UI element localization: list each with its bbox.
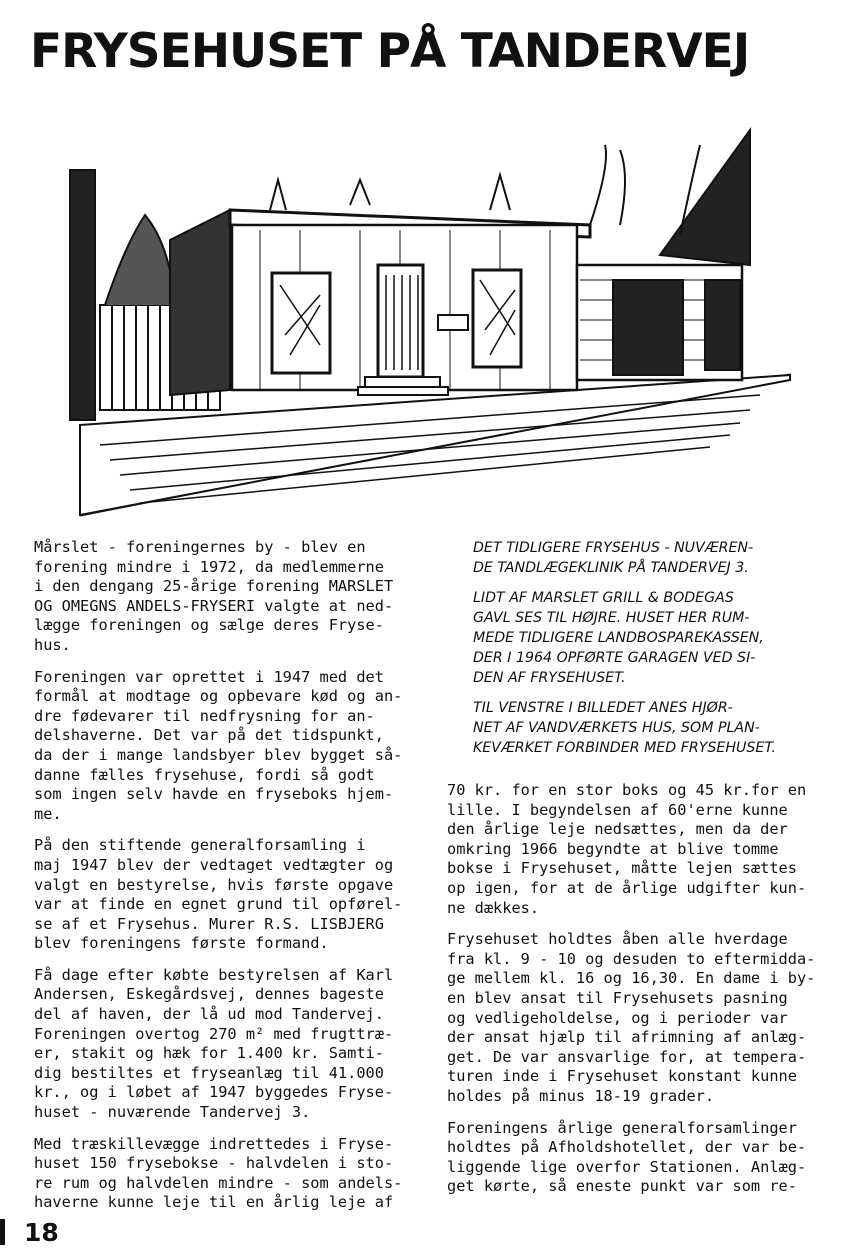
paragraph: Foreningen var oprettet i 1947 med det formål at modtage og opbevare kød og an- dre fødevarer til nedfrysning for an- delshaverne. Det var på det tidspunkt, da der i mange landsbyer blev bygget så- danne fælles frysehuse, fordi så godt som ingen selv havde en fryseboks hjem- me. [34, 667, 403, 823]
photo-caption [473, 538, 808, 768]
paragraph: Få dage efter købte bestyrelsen af Karl Andersen, Eskegårdsvej, dennes bageste del af haven, der lå ud mod Tandervej. Foreningen overtog 270 m² med frugttræ- er, stakit og hæk for 1.400 kr. Samti- dig bestiltes et fryseanlæg til 41.000 kr., og i løbet af 1947 byggedes Fryse- huset - nuværende Tandervej 3. [34, 965, 394, 1122]
building-sketch-illustration [60, 125, 800, 520]
paragraph: 70 kr. for en stor boks og 45 kr.for en lille. I begyndelsen af 60'erne kunne den årlige leje nedsættes, men da der omkring 1966 begyndte at blive tomme bokse i Frysehuset, måtte lejen sættes op igen, for at de årlige udgifter kun- ne dækkes. [447, 781, 807, 917]
caption-paragraph: DET TIDLIGERE FRYSEHUS - NUVÆREN- DE TANDLÆGEKLINIK PÅ TANDERVEJ 3. [473, 540, 754, 576]
paragraph: På den stiftende generalforsamling i maj 1947 blev der vedtaget vedtægter og valgt en bestyrelse, hvis første opgave var at finde en egnet grund til opførel- se af et Frysehus. Murer R.S. LISBJERG blev foreningens første formand. [34, 836, 403, 953]
paragraph: Med træskillevægge indrettedes i Fryse- huset 150 frysebokse - halvdelen i sto- re rum og halvdelen mindre - som andels- haverne kunne leje til en årlig leje af [34, 1134, 403, 1212]
paragraph: Mårslet - foreningernes by - blev en forening mindre i 1972, da medlemmerne i den dengang 25-årige forening MARSLET OG OMEGNS ANDELS-FRYSERI valgte at ned- lægge foreningen og sælge deres Fryse- hus. [34, 538, 394, 654]
page-title: FRYSEHUSET PÅ TANDERVEJ [30, 24, 750, 79]
paragraph: Foreningens årlige generalforsamlinger holdtes på Afholdshotellet, der var be- liggende lige overfor Stationen. Anlæg- get kørte, så eneste punkt var som re- [447, 1118, 807, 1196]
page-number: 18 [24, 1218, 59, 1247]
paragraph: Frysehuset holdtes åben alle hverdage fra kl. 9 - 10 og desuden to eftermidda- ge mellem kl. 16 og 16,30. En dame i by- en blev ansat til Frysehusets pasning og vedligeholdelse, og i perioder var der ansat hjælp til afrimning af anlæg- get. De var ansvarlige for, at tempera- turen inde i Frysehuset konstant kunne holdes på minus 18-19 grader. [447, 930, 816, 1105]
left-column [34, 538, 419, 1225]
caption-paragraph: LIDT AF MARSLET GRILL & BODEGAS GAVL SES TIL HØJRE. HUSET HER RUM- MEDE TIDLIGERE LANDBOSPAREKASSEN, DER I 1964 OPFØRTE GARAGEN VED SI- DEN AF FRYSEHUSET. [473, 590, 764, 686]
right-column [447, 781, 827, 1209]
caption-paragraph: TIL VENSTRE I BILLEDET ANES HJØR- NET AF VANDVÆRKETS HUS, SOM PLAN- KEVÆRKET FORBINDER MED FRYSEHUSET. [473, 700, 776, 756]
page-edge-bar [0, 1219, 5, 1245]
